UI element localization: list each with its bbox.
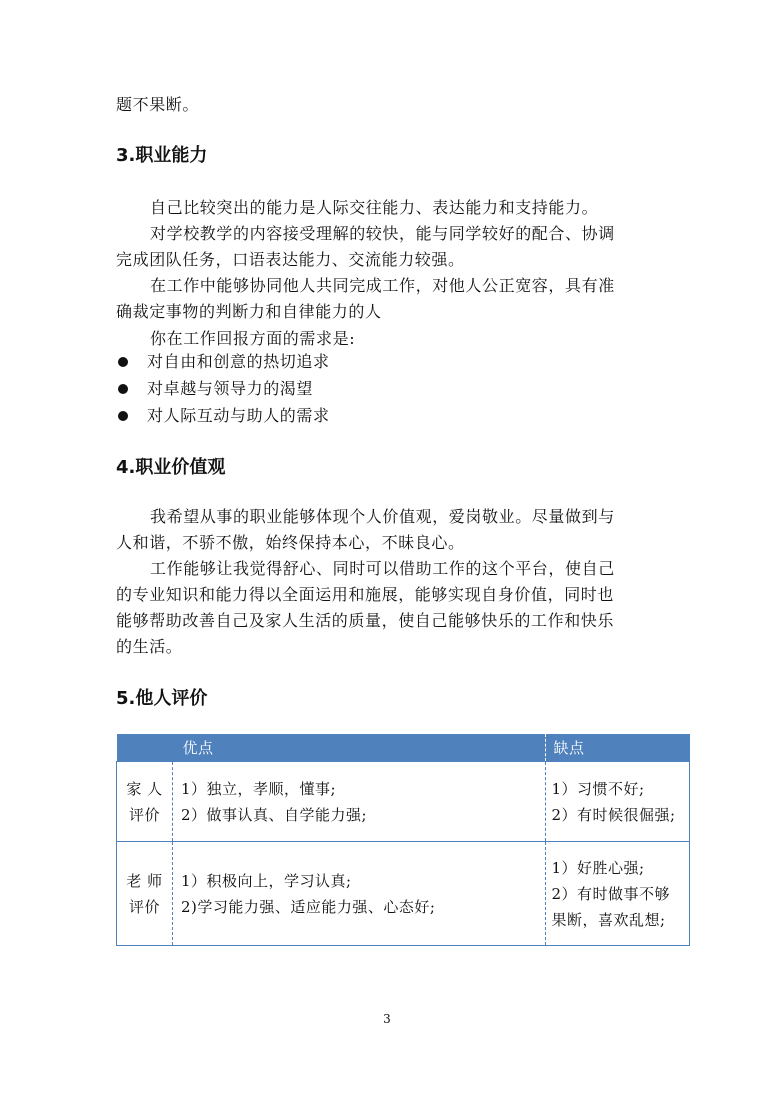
weakness-item: 1）好胜心强; [551, 858, 645, 877]
row-label-family [117, 762, 173, 842]
table-header-weaknesses: 缺点 [545, 734, 690, 762]
row-label-line: 老 师 [126, 871, 163, 890]
bullet-dot [118, 384, 128, 394]
row-label-line: 评价 [128, 897, 160, 916]
section-5-heading: 5.他人评价 [116, 688, 208, 709]
strength-item: 1）积极向上，学习认真; [181, 871, 352, 890]
table-header-empty [117, 734, 173, 762]
section-3-heading: 3.职业能力 [116, 145, 208, 166]
section-3-paragraph-2-line-1: 对学校教学的内容接受理解的较快，能与同学较好的配合、协调 [150, 224, 615, 243]
section-3-paragraph-3-line-1: 在工作中能够协同他人共同完成工作，对他人公正宽容，具有准 [150, 276, 615, 295]
section-3-paragraph-4: 你在工作回报方面的需求是: [150, 329, 356, 348]
section-4-paragraph-2-line-2: 的专业知识和能力得以全面运用和施展，能够实现自身价值，同时也 [116, 585, 615, 604]
row-label-teacher [117, 842, 173, 946]
weakness-item: 2）有时做事不够果断，喜欢乱想; [551, 884, 671, 929]
strength-item: 2）做事认真、自学能力强; [181, 805, 368, 824]
strength-item: 2)学习能力强、适应能力强、心态好; [181, 897, 436, 916]
section-3-paragraph-1: 自己比较突出的能力是人际交往能力、表达能力和支持能力。 [150, 198, 599, 217]
bullet-dot [118, 357, 128, 367]
continuation-text: 题不果断。 [116, 95, 200, 114]
section-4-heading: 4.职业价值观 [116, 457, 226, 478]
page-number: 3 [383, 1012, 391, 1026]
bullet-item: 对卓越与领导力的渴望 [147, 379, 314, 398]
bullet-item: 对自由和创意的热切追求 [147, 352, 330, 371]
evaluation-table [116, 734, 690, 946]
section-4-paragraph-2-line-3: 能够帮助改善自己及家人生活的质量，使自己能够快乐的工作和快乐 [116, 611, 615, 630]
family-weaknesses-cell [545, 762, 690, 842]
row-label-line: 评价 [128, 805, 160, 824]
family-strengths-cell [173, 762, 546, 842]
table-row [117, 762, 690, 842]
bullet-item: 对人际互动与助人的需求 [147, 406, 330, 425]
section-4-paragraph-1-line-1: 我希望从事的职业能够体现个人价值观，爱岗敬业。尽量做到与 [150, 507, 615, 526]
section-3-paragraph-2-line-2: 完成团队任务，口语表达能力、交流能力较强。 [116, 250, 465, 269]
table-header-strengths: 优点 [173, 734, 546, 762]
teacher-strengths-cell [173, 842, 546, 946]
section-4-paragraph-1-line-2: 人和谐，不骄不傲，始终保持本心，不昧良心。 [116, 533, 465, 552]
weakness-item: 1）习惯不好; [551, 779, 645, 798]
table-header-row [117, 734, 690, 762]
strength-item: 1）独立，孝顺，懂事; [181, 779, 337, 798]
bullet-dot [118, 411, 128, 421]
row-label-line: 家 人 [126, 779, 163, 798]
section-4-paragraph-2-line-1: 工作能够让我觉得舒心、同时可以借助工作的这个平台，使自己 [150, 559, 615, 578]
section-3-paragraph-3-line-2: 确裁定事物的判断力和自律能力的人 [116, 302, 382, 321]
weakness-item: 2）有时候很倔强; [551, 805, 676, 824]
section-4-paragraph-2-line-4: 的生活。 [116, 637, 183, 656]
teacher-weaknesses-cell [545, 842, 690, 946]
table-row [117, 842, 690, 946]
